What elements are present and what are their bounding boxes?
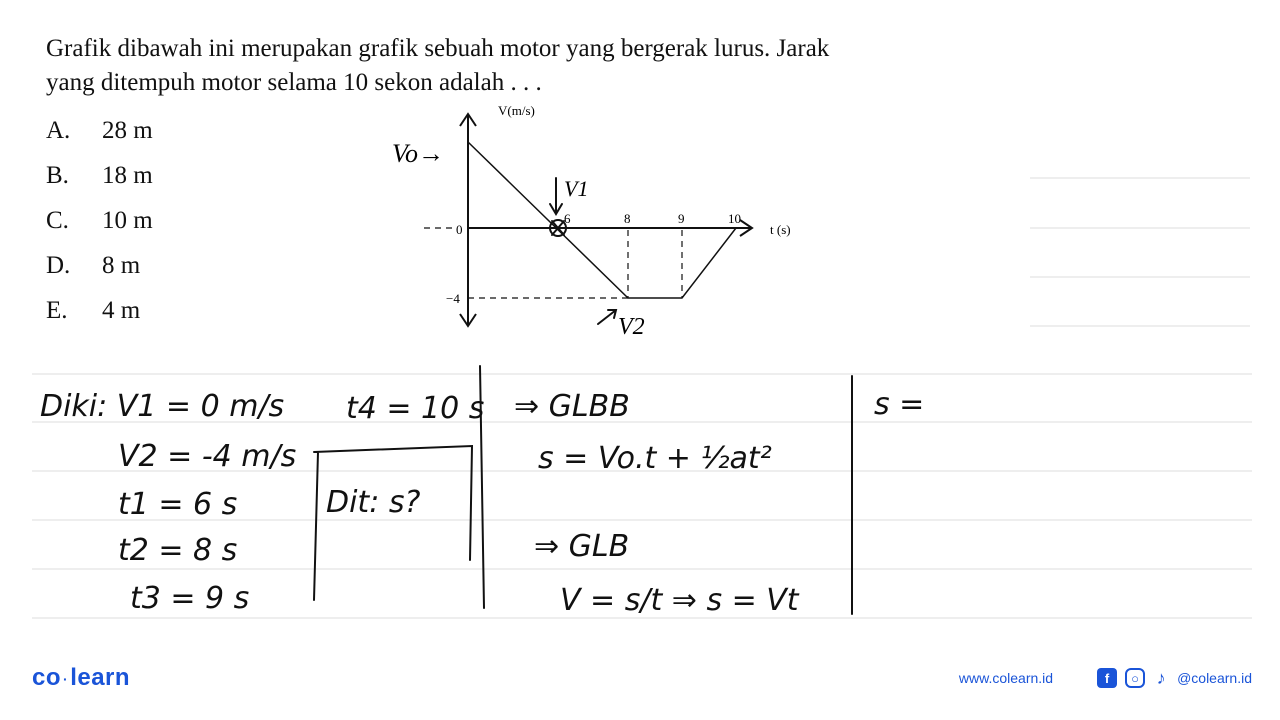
ditanya-box [314,446,472,600]
known-t4: t4 = 10 s [346,391,485,426]
option-letter: D. [46,251,71,279]
known-v1: Diki: V1 = 0 m/s [40,389,285,424]
v0-annotation: Vo→ [392,139,444,168]
glb-formula: V = s/t ⇒ s = Vt [560,583,799,618]
instagram-icon[interactable]: ○ [1125,668,1145,688]
option-letter: A. [46,116,71,144]
facebook-icon[interactable]: f [1097,668,1117,688]
tick-label-6: 6 [564,211,571,226]
v2-annotation: V2 [618,314,645,340]
tiktok-icon[interactable]: ♪ [1156,667,1166,688]
tick-label-8: 8 [624,211,631,226]
option-value: 8 m [102,251,141,279]
social-handle[interactable]: @colearn.id [1177,670,1252,686]
option-letter: C. [46,206,69,234]
v1-annotation: V1 [564,176,589,201]
logo-co: co [32,664,62,691]
logo-dot: · [63,670,69,687]
tick-label-10: 10 [728,211,741,226]
glbb-title: ⇒ GLBB [514,389,630,424]
question-line-1: Grafik dibawah ini merupakan grafik sebuah motor yang bergerak lurus. Jarak [46,35,830,62]
known-t3: t3 = 9 s [130,581,250,616]
colearn-logo [32,664,130,692]
logo-learn: learn [70,664,131,691]
option-value: 28 m [102,116,153,144]
footer-links [959,668,1252,688]
x-axis-label: t (s) [770,222,791,237]
known-t2: t2 = 8 s [118,533,238,568]
known-t1: t1 = 6 s [118,487,238,522]
tick-label-9: 9 [678,211,685,226]
option-value: 18 m [102,161,153,189]
question-line-2: yang ditempuh motor selama 10 sekon adalah . . . [46,69,542,96]
option-letter: B. [46,161,69,189]
known-v2: V2 = -4 m/s [118,439,297,474]
y-axis-label: V(m/s) [498,103,535,118]
glb-title: ⇒ GLB [534,529,630,564]
origin-label: 0 [456,222,463,237]
option-letter: E. [46,296,68,324]
glbb-formula: s = Vo.t + ½at² [538,441,772,476]
option-value: 4 m [102,296,141,324]
website-url[interactable]: www.colearn.id [958,670,1054,686]
s-result: s = [874,387,925,422]
neg4-label: −4 [446,291,460,306]
option-value: 10 m [102,206,153,234]
asked-s: Dit: s? [326,485,421,520]
